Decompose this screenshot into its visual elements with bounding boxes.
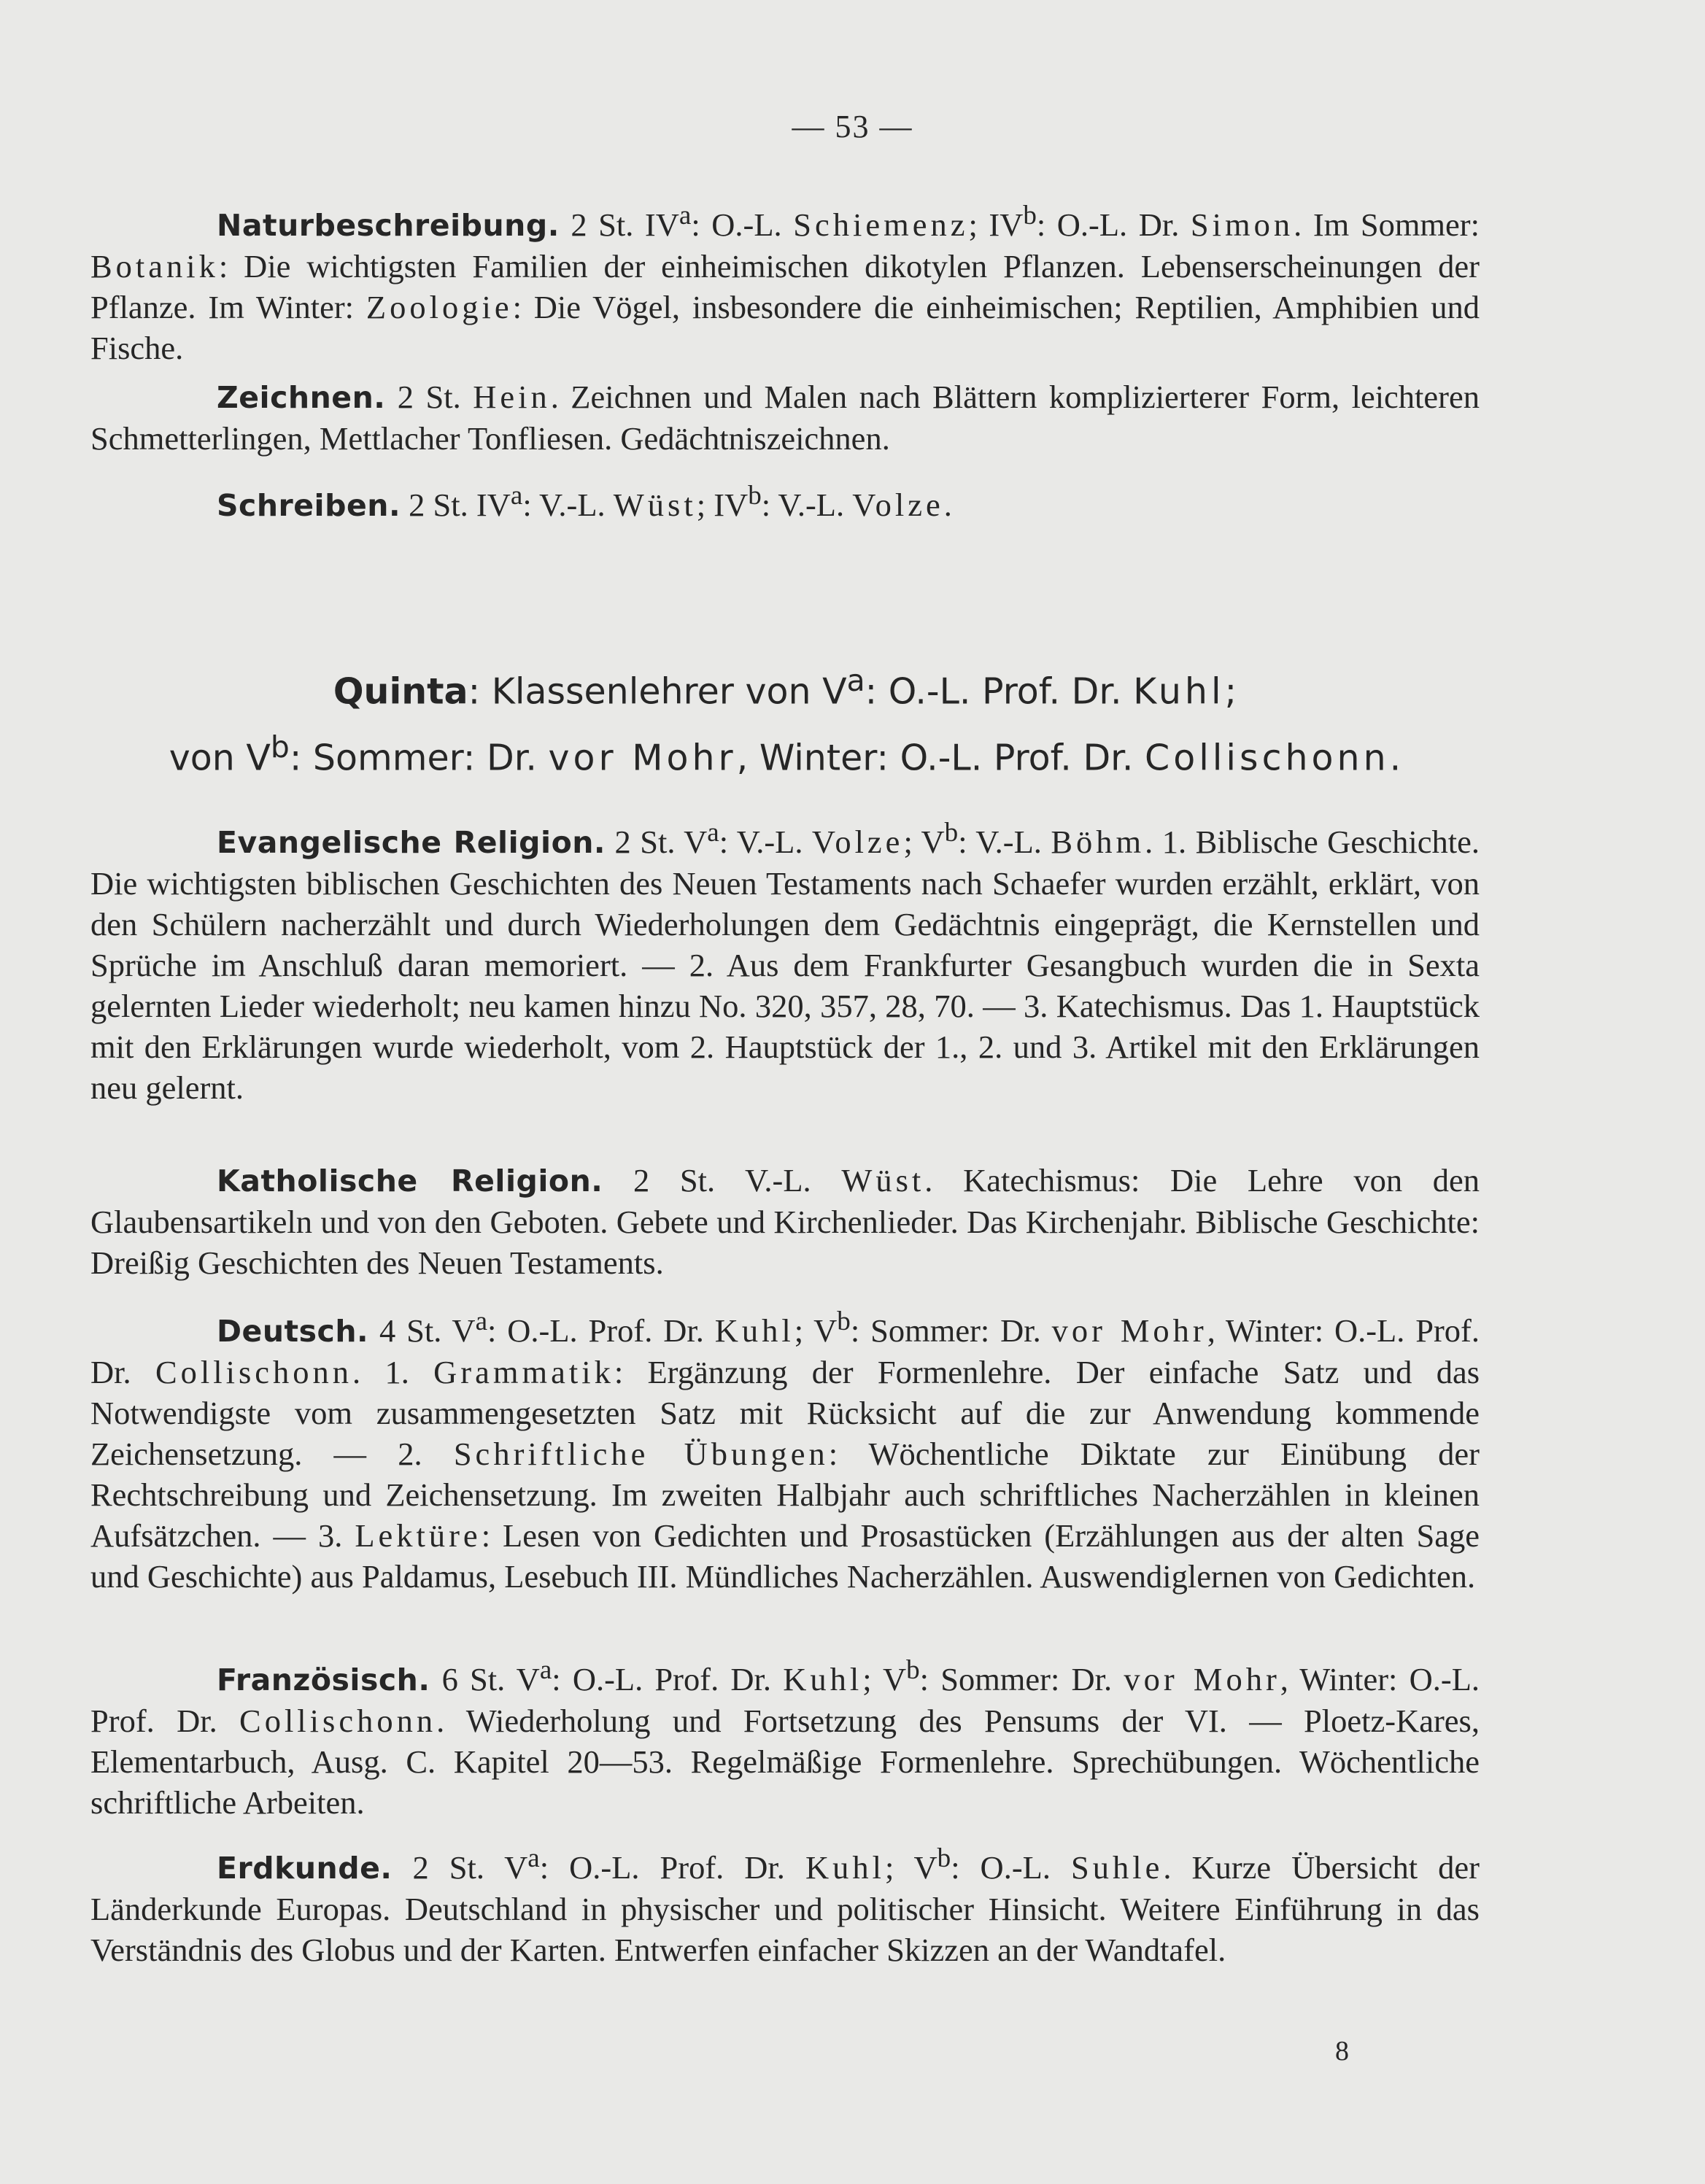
teacher-name: Simon	[1190, 206, 1294, 243]
section-deutsch	[90, 1301, 1480, 1597]
class-heading-line-2: von $V^b$: Sommer: Dr. vor Mohr, Winter: O.-L. Prof. Dr. Collischonn.	[169, 729, 1401, 779]
teacher-name: Wüst	[613, 486, 697, 523]
section-evangelische-religion	[90, 813, 1480, 1108]
paragraph: Katholische Religion. 2 St. V.-L. Wüst. Katechismus: Die Lehre von den Glaubensartikeln und von den Geboten. Gebete und Kirchenlieder. Das Kirchenjahr. Biblische Geschichte: Dreißig Geschichten des Neuen Testaments.	[90, 1162, 1480, 1281]
teacher-name: Volze	[852, 486, 944, 523]
paragraph: Naturbeschreibung. 2 St. $IV^a$: O.-L. Schiemenz; $IV^b$: O.-L. Dr. Simon. Im Sommer: Botanik: Die wichtigsten Familien der einheimischen dikotylen Pflanzen. Lebenserscheinungen der Pflanze. Im Winter: Zoologie: Die Vögel, insbesondere die einheimischen; Reptilien, Amphibien und Fische.	[90, 201, 1480, 366]
paragraph: Französisch. 6 St. $V^a$: O.-L. Prof. Dr. Kuhl; $V^b$: Sommer: Dr. vor Mohr, Winter: O.-L. Prof. Dr. Collischonn. Wiederholung und Fortsetzung des Pensums der VI. — Ploetz-Kares, Elementarbuch, Ausg. C. Kapitel 20—53. Regelmäßige Formenlehre. Sprechübungen. Wöchentliche schriftliche Arbeiten.	[90, 1655, 1480, 1821]
section-franzoesisch	[90, 1650, 1480, 1823]
paragraph: Evangelische Religion. 2 St. $V^a$: V.-L. Volze; $V^b$: V.-L. Böhm. 1. Biblische Geschichte. Die wichtigsten biblischen Geschichten des Neuen Testaments nach Schaefer wurden erzählt, erklärt, von den Schülern nacherzählt und durch Wiederholungen dem Gedächtnis eingeprägt, die Kernstellen und Sprüche im Anschluß daran memoriert. — 2. Aus dem Frankfurter Gesangbuch wurden die in Sexta gelernten Lieder wiederholt; neu kamen hinzu No. 320, 357, 28, 70. — 3. Katechismus. Das 1. Hauptstück mit den Erklärungen wurde wiederholt, vom 2. Hauptstück der 1., 2. und 3. Artikel mit den Erklärungen neu gelernt.	[90, 818, 1480, 1106]
teacher-name: Suhle	[1070, 1848, 1164, 1886]
subject-heading: Evangelische Religion.	[217, 824, 606, 860]
section-katholische-religion	[90, 1160, 1480, 1283]
page-number: — 53 —	[792, 109, 913, 144]
class-name: Quinta	[333, 670, 468, 713]
section-erdkunde	[90, 1838, 1480, 1970]
teacher-name: Collischonn	[239, 1702, 437, 1739]
paragraph: Erdkunde. 2 St. $V^a$: O.-L. Prof. Dr. Kuhl; $V^b$: O.-L. Suhle. Kurze Übersicht der Länderkunde Europas. Deutschland in physischer und politischer Hinsicht. Weitere Einführung in das Verständnis des Globus und der Karten. Entwerfen einfacher Skizzen an der Wandtafel.	[90, 1843, 1480, 1968]
teacher-name: vor Mohr	[1124, 1660, 1280, 1697]
section-zeichnen	[90, 376, 1480, 459]
teacher-name: Wüst	[841, 1162, 925, 1199]
teacher-name: Böhm	[1051, 823, 1145, 860]
subject-heading: Französisch.	[217, 1662, 430, 1697]
teacher-name: Kuhl	[783, 1660, 863, 1697]
teacher-name: Collischonn	[155, 1353, 353, 1390]
subject-heading: Schreiben.	[217, 487, 401, 523]
teacher-name: Kuhl	[1133, 670, 1225, 713]
teacher-name: Kuhl	[805, 1848, 885, 1886]
section-naturbeschreibung	[90, 195, 1480, 368]
subject-heading: Deutsch.	[217, 1313, 369, 1349]
teacher-name: Kuhl	[714, 1312, 794, 1349]
subject-heading: Erdkunde.	[217, 1850, 393, 1886]
teacher-name: vor Mohr	[548, 737, 737, 779]
class-heading-quinta	[90, 653, 1480, 786]
paragraph: Zeichnen. 2 St. Hein. Zeichnen und Malen nach Blättern komplizierterer Form, leichteren Schmetterlingen, Mettlacher Tonfliesen. Gedächtniszeichnen.	[90, 379, 1480, 457]
paragraph: Deutsch. 4 St. $V^a$: O.-L. Prof. Dr. Kuhl; $V^b$: Sommer: Dr. vor Mohr, Winter: O.-L. Prof. Dr. Collischonn. 1. Grammatik: Ergänzung der Formenlehre. Der einfache Satz und das Notwendigste vom zusammengesetzten Satz mit Rücksicht auf die zur Anwendung kommende Zeichensetzung. — 2. Schriftliche Übungen: Wöchentliche Diktate zur Einübung der Rechtschreibung und Zeichensetzung. Im zweiten Halbjahr auch schriftliches Nacherzählen in kleinen Aufsätzchen. — 3. Lektüre: Lesen von Gedichten und Prosastücken (Erzählungen aus der alten Sage und Geschichte) aus Paldamus, Lesebuch III. Mündliches Nacherzählen. Auswendiglernen von Gedichten.	[90, 1306, 1480, 1595]
paragraph: Schreiben. 2 St. $IV^a$: V.-L. Wüst; $IV^b$: V.-L. Volze.	[217, 481, 952, 523]
teacher-name: Hein	[473, 379, 551, 415]
subject-heading: Naturbeschreibung.	[217, 207, 560, 243]
sheet-signature: 8	[1335, 2036, 1349, 2067]
teacher-name: vor Mohr	[1051, 1312, 1207, 1349]
subject-heading: Zeichnen.	[217, 380, 386, 415]
section-schreiben	[90, 476, 1480, 526]
teacher-name: Schiemenz	[793, 206, 969, 243]
teacher-name: Collischonn	[1145, 737, 1390, 779]
teacher-name: Volze	[811, 823, 904, 860]
class-heading-line-1: Quinta: Klassenlehrer von $V^a$: O.-L. Prof. Dr. Kuhl;	[333, 663, 1237, 713]
subject-heading: Katholische Religion.	[217, 1163, 603, 1199]
